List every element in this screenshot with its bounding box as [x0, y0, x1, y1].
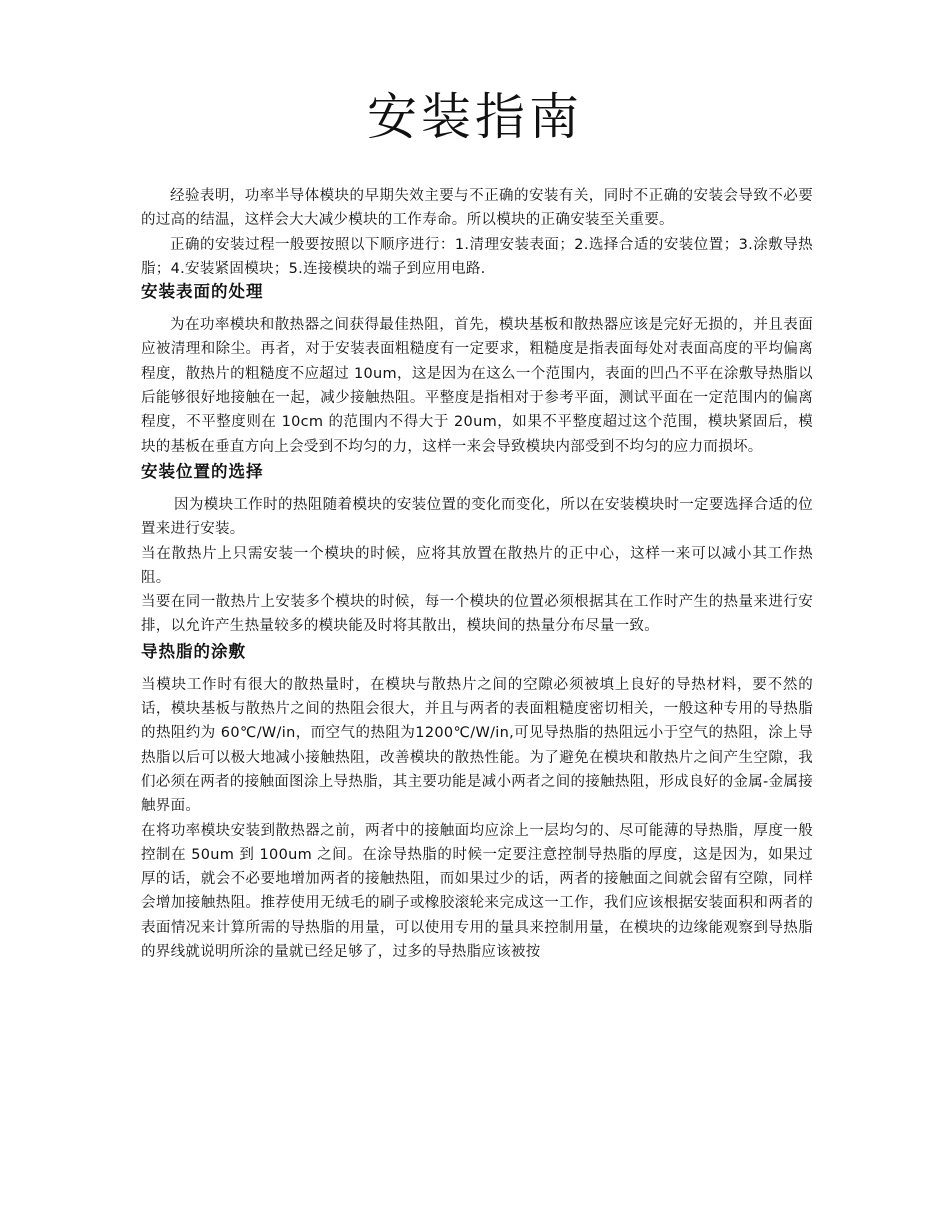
position-paragraph-3: 当要在同一散热片上安装多个模块的时候，每一个模块的位置必须根据其在工作时产生的热量来进行安排，以允许产生热量较多的模块能及时将其散出，模块间的热量分布尽量一致。 [141, 594, 813, 635]
intro-paragraph-2: 正确的安装过程一般要按照以下顺序进行：1.清理安装表面；2.选择合适的安装位置；3.涂敷导热脂；4.安装紧固模块；5.连接模块的端子到应用电路. [141, 236, 813, 277]
grease-paragraph-1: 当模块工作时有很大的散热量时，在模块与散热片之间的空隙必须被填上良好的导热材料，要不然的话，模块基板与散热片之间的热阻会很大，并且与两者的表面粗糙度密切相关，一般这种专用的导热脂的热阻约为 60℃/W/in，而空气的热阻为1200℃/W/in,可见导热脂的热阻远小于空气的热阻，涂上导热脂以后可以极大地减小接触热阻，改善模块的散热性能。为了避免在模块和散热片之间产生空隙，我们必须在两者的接触面图涂上导热脂，其主要功能是减小两者之间的接触热阻，形成良好的金属-金属接触界面。 [141, 676, 813, 815]
position-paragraph-1: 因为模块工作时的热阻随着模块的安装位置的变化而变化，所以在安装模块时一定要选择合适的位置来进行安装。 [141, 496, 813, 538]
grease-paragraph-2: 在将功率模块安装到散热器之前，两者中的接触面均应涂上一层均匀的、尽可能薄的导热脂，厚度一般控制在 50um 到 100um 之间。在涂导热脂的时候一定要注意控制导热脂的厚度，这是因为，如果过厚的话，就会不必要地增加两者的接触热阻，而如果过少的话，两者的接触面之间就会留有空隙，同样会增加接触热阻。推荐使用无绒毛的刷子或橡胶滚轮来完成这一工作，我们应该根据安装面积和两者的表面情况来计算所需的导热脂的用量，可以使用专用的量具来控制用量，在模块的边缘能观察到导热脂的界线就说明所涂的量就已经足够了，过多的导热脂应该被按 [141, 822, 813, 961]
position-paragraph-2: 当在散热片上只需安装一个模块的时候，应将其放置在散热片的正中心，这样一来可以减小其工作热阻。 [141, 545, 813, 586]
surface-paragraph: 为在功率模块和散热器之间获得最佳热阻，首先，模块基板和散热器应该是完好无损的，并且表面应被清理和除尘。再者，对于安装表面粗糙度有一定要求，粗糙度是指表面每处对表面高度的平均偏离程度，散热片的粗糙度不应超过 10um，这是因为在这么一个范围内，表面的凹凸不平在涂敷导热脂以后能够很好地接触在一起，减少接触热阻。平整度是指相对于参考平面，测试平面在一定范围内的偏离程度，不平整度则在 10cm 的范围内不得大于 20um，如果不平整度超过这个范围，模块紧固后，模块的基板在垂直方向上会受到不均匀的力，这样一来会导致模块内部受到不均匀的应力而损坏。 [141, 317, 813, 455]
page-title: 安装指南 [367, 88, 583, 146]
section-heading-position: 安装位置的选择 [141, 461, 264, 481]
intro-paragraph-1: 经验表明，功率半导体模块的早期失效主要与不正确的安装有关，同时不正确的安装会导致不必要的过高的结温，这样会大大减少模块的工作寿命。所以模块的正确安装至关重要。 [141, 188, 813, 229]
section-heading-surface: 安装表面的处理 [141, 282, 264, 302]
section-heading-grease: 导热脂的涂敷 [141, 641, 246, 661]
document-body [141, 184, 813, 964]
